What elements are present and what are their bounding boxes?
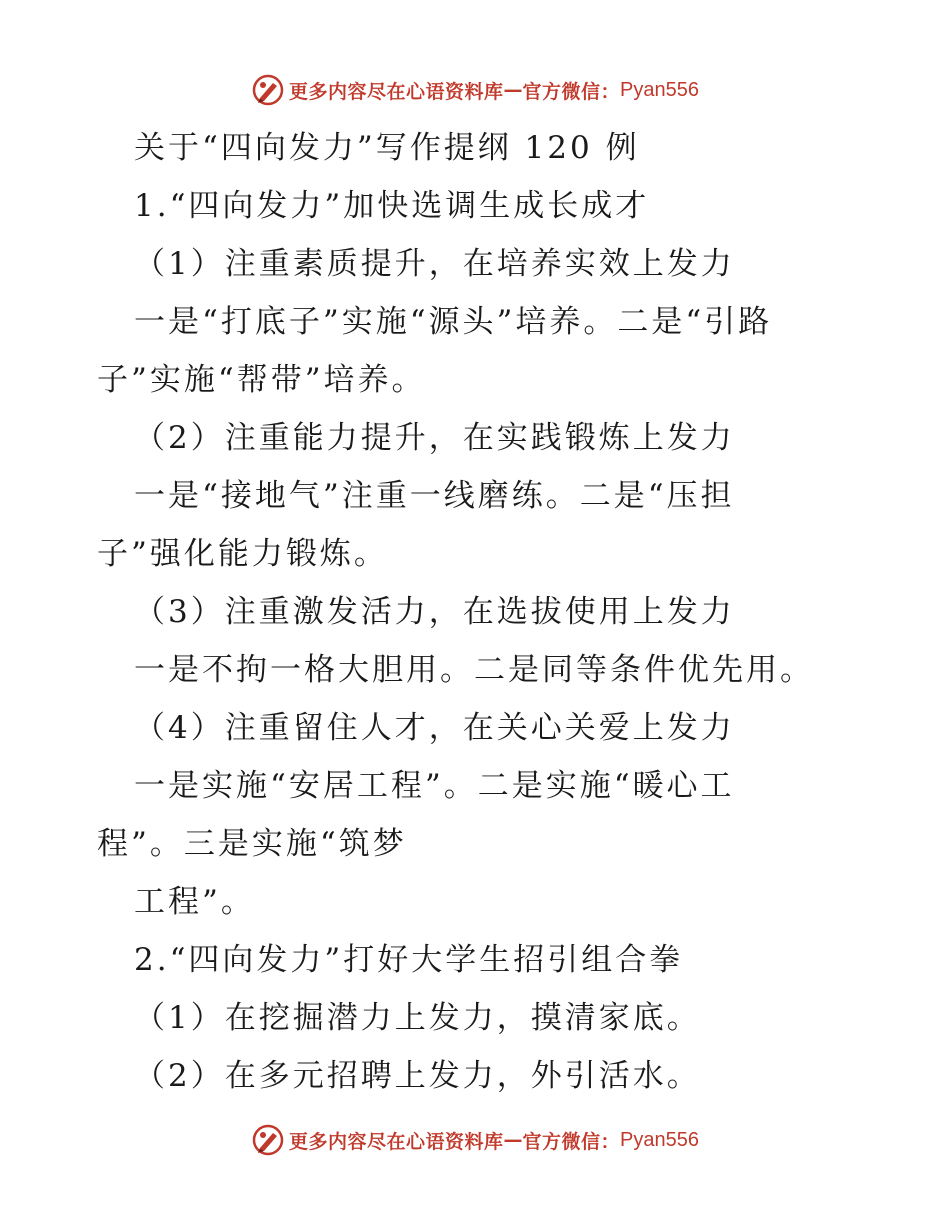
paragraph-line: 一是实施“安居工程”。二是实施“暖心工 (134, 768, 735, 804)
subsection-heading: （4）注重留住人才，在关心关爱上发力 (134, 710, 735, 746)
header-watermark-banner (0, 70, 950, 110)
banner-account-label: 官方微信： (522, 80, 621, 103)
banner-account-id: Pyan556 (620, 1128, 699, 1151)
paragraph-line: 工程”。 (134, 884, 255, 920)
paragraph-line: 子”强化能力锻炼。 (97, 536, 388, 572)
subsection-heading: （1）在挖掘潜力上发力，摸清家底。 (134, 1000, 701, 1036)
footer-watermark-banner (0, 1120, 950, 1160)
section-heading-2: 2.“四向发力”打好大学生招引组合拳 (134, 942, 684, 978)
subsection-heading: （1）注重素质提升，在培养实效上发力 (134, 246, 735, 282)
paragraph-line: 一是不拘一格大胆用。二是同等条件优先用。 (134, 652, 814, 688)
banner-text: 更多内容尽在心语资料库 (289, 1130, 504, 1153)
subsection-heading: （2）在多元招聘上发力，外引活水。 (134, 1058, 701, 1094)
paragraph-line: 一是“接地气”注重一线磨练。二是“压担 (134, 478, 735, 514)
banner-account-label: 官方微信： (522, 1130, 621, 1153)
document-title: 关于“四向发力”写作提纲 120 例 (134, 130, 640, 166)
pen-logo-icon (251, 1123, 285, 1157)
banner-separator: — (503, 79, 523, 101)
subsection-heading: （2）注重能力提升，在实践锻炼上发力 (134, 420, 735, 456)
paragraph-line: 子”实施“帮带”培养。 (97, 362, 426, 398)
banner-text: 更多内容尽在心语资料库 (289, 80, 504, 103)
paragraph-line: 一是“打底子”实施“源头”培养。二是“引路 (134, 304, 773, 340)
section-heading-1: 1.“四向发力”加快选调生成长成才 (134, 188, 650, 224)
pen-logo-icon (251, 73, 285, 107)
subsection-heading: （3）注重激发活力，在选拔使用上发力 (134, 594, 735, 630)
banner-separator: — (503, 1129, 523, 1151)
banner-account-id: Pyan556 (620, 78, 699, 101)
paragraph-line: 程”。三是实施“筑梦 (97, 826, 407, 862)
